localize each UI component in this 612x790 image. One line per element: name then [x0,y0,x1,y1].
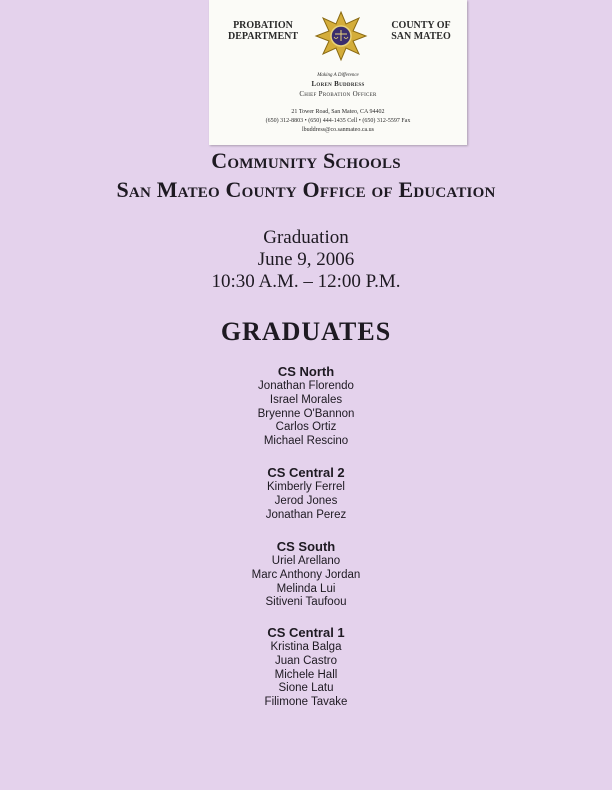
graduate-name: Sione Latu [278,682,334,695]
card-dept-left [223,20,303,42]
graduate-name: Jonathan Perez [265,508,347,521]
card-name: Loren Buddress [311,80,365,88]
group-cs-central-2 [0,465,612,522]
graduate-name: Michael Rescino [263,435,349,448]
graduate-name: Carlos Ortiz [275,421,337,434]
graduate-name: Melinda Lui [276,582,336,595]
group-heading: CS North [277,364,335,379]
graduates-heading: GRADUATES [220,317,392,346]
card-address: 21 Tower Road, San Mateo, CA 94402 [291,109,385,115]
business-card [209,0,467,145]
group-cs-north [0,364,612,449]
graduate-name: Jonathan Florendo [258,380,354,392]
probation-star-badge-icon [313,10,369,62]
card-motto: Making A Difference [317,73,359,78]
graduate-name: Filimone Tavake [264,696,348,709]
graduate-name: Bryenne O'Bannon [257,407,355,420]
event-time: 10:30 A.M. – 12:00 P.M. [211,271,401,292]
graduate-name: Juan Castro [274,654,337,667]
card-phones: (650) 312-8803 • (650) 444-1435 Cell • (650) 312-5597 Fax [265,118,411,124]
group-cs-central-1 [0,625,612,710]
group-heading: CS Central 1 [267,625,345,640]
graduate-name: Israel Morales [269,393,343,406]
org-title-line1: Community Schools [211,148,401,173]
graduate-name: Michele Hall [274,668,338,681]
group-heading: CS South [276,539,336,554]
graduate-name: Marc Anthony Jordan [251,568,361,581]
card-email: lbuddress@co.sanmateo.ca.us [301,127,374,133]
group-heading: CS Central 2 [267,465,345,480]
event-date: June 9, 2006 [257,249,355,270]
card-dept-right-line1: COUNTY OF [391,20,451,31]
graduate-name: Kimberly Ferrel [267,481,345,493]
group-cs-south [0,539,612,610]
card-dept-left-line2: DEPARTMENT [227,31,299,42]
org-title-line2: San Mateo County Office of Education [116,177,496,202]
card-role: Chief Probation Officer [299,90,377,98]
graduate-name: Kristina Balga [270,641,342,653]
card-dept-right [385,20,457,42]
graduate-name: Uriel Arellano [271,555,341,567]
graduate-name: Jerod Jones [274,494,338,507]
graduate-name: Sitiveni Taufoou [265,596,347,609]
card-dept-right-line2: SAN MATEO [391,31,451,42]
card-dept-left-line1: PROBATION [233,20,293,31]
event-title: Graduation [263,227,349,248]
